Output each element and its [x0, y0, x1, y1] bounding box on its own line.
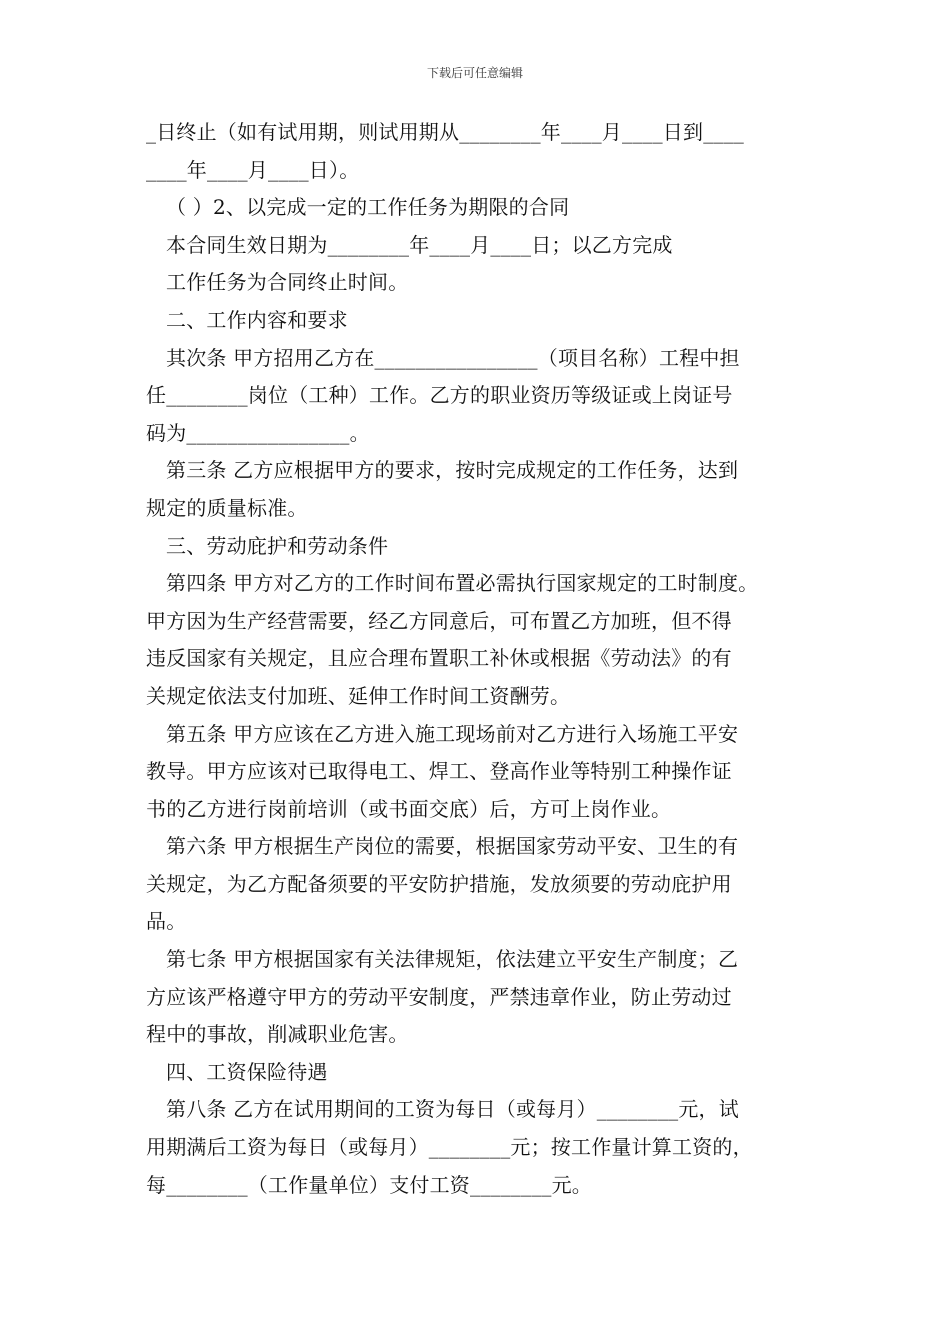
section-heading: 四、工资保险待遇: [166, 1059, 328, 1084]
text-line: 方应该严格遵守甲方的劳动平安制度，严禁违章作业，防止劳动过: [146, 984, 732, 1009]
text-line: 关规定依法支付加班、延伸工作时间工资酬劳。: [146, 683, 571, 708]
clause-heading: （ ）2、以完成一定的工作任务为期限的合同: [166, 195, 570, 220]
page-header: 下载后可任意编辑: [426, 66, 523, 80]
text-line: 本合同生效日期为________年____月____日；以乙方完成: [166, 232, 673, 257]
text-line: _日终止（如有试用期，则试用期从________年____月____日到____: [146, 120, 744, 144]
text-line: 任________岗位（工种）工作。乙方的职业资历等级证或上岗证号: [146, 383, 733, 408]
section-heading: 三、劳动庇护和劳动条件: [166, 533, 389, 558]
article-start: 第八条 乙方在试用期间的工资为每日（或每月）________元，试: [166, 1097, 739, 1122]
text-line: 用期满后工资为每日（或每月）________元；按工作量计算工资的，: [146, 1135, 753, 1160]
article-start: 第五条 甲方应该在乙方进入施工现场前对乙方进行入场施工平安: [166, 721, 739, 746]
text-line: 每________（工作量单位）支付工资________元。: [146, 1172, 592, 1197]
document-body: [146, 114, 816, 1204]
text-line: 教导。甲方应该对已取得电工、焊工、登高作业等特别工种操作证: [146, 759, 732, 784]
text-line: 程中的事故，削减职业危害。: [146, 1022, 409, 1047]
text-line: 品。: [146, 909, 187, 934]
text-line: 码为________________。: [146, 420, 370, 445]
text-line: 违反国家有关规定，且应合理布置职工补休或根据《劳动法》的有: [146, 646, 732, 671]
text-line: ____年____月____日）。: [146, 157, 360, 182]
article-start: 第四条 甲方对乙方的工作时间布置必需执行国家规定的工时制度。: [166, 571, 759, 596]
text-line: 工作任务为合同终止时间。: [166, 270, 409, 295]
text-line: 书的乙方进行岗前培训（或书面交底）后，方可上岗作业。: [146, 796, 672, 821]
text-line: 关规定，为乙方配备须要的平安防护措施，发放须要的劳动庇护用: [146, 871, 732, 896]
text-line: 规定的质量标准。: [146, 495, 308, 520]
article-start: 第六条 甲方根据生产岗位的需要，根据国家劳动平安、卫生的有: [166, 834, 739, 859]
section-heading: 二、工作内容和要求: [166, 307, 348, 332]
article-start: 其次条 甲方招用乙方在________________（项目名称）工程中担: [166, 345, 740, 370]
article-start: 第三条 乙方应根据甲方的要求，按时完成规定的工作任务，达到: [166, 458, 739, 483]
text-line: 甲方因为生产经营需要，经乙方同意后，可布置乙方加班，但不得: [146, 608, 732, 633]
article-start: 第七条 甲方根据国家有关法律规矩，依法建立平安生产制度；乙: [166, 947, 739, 972]
